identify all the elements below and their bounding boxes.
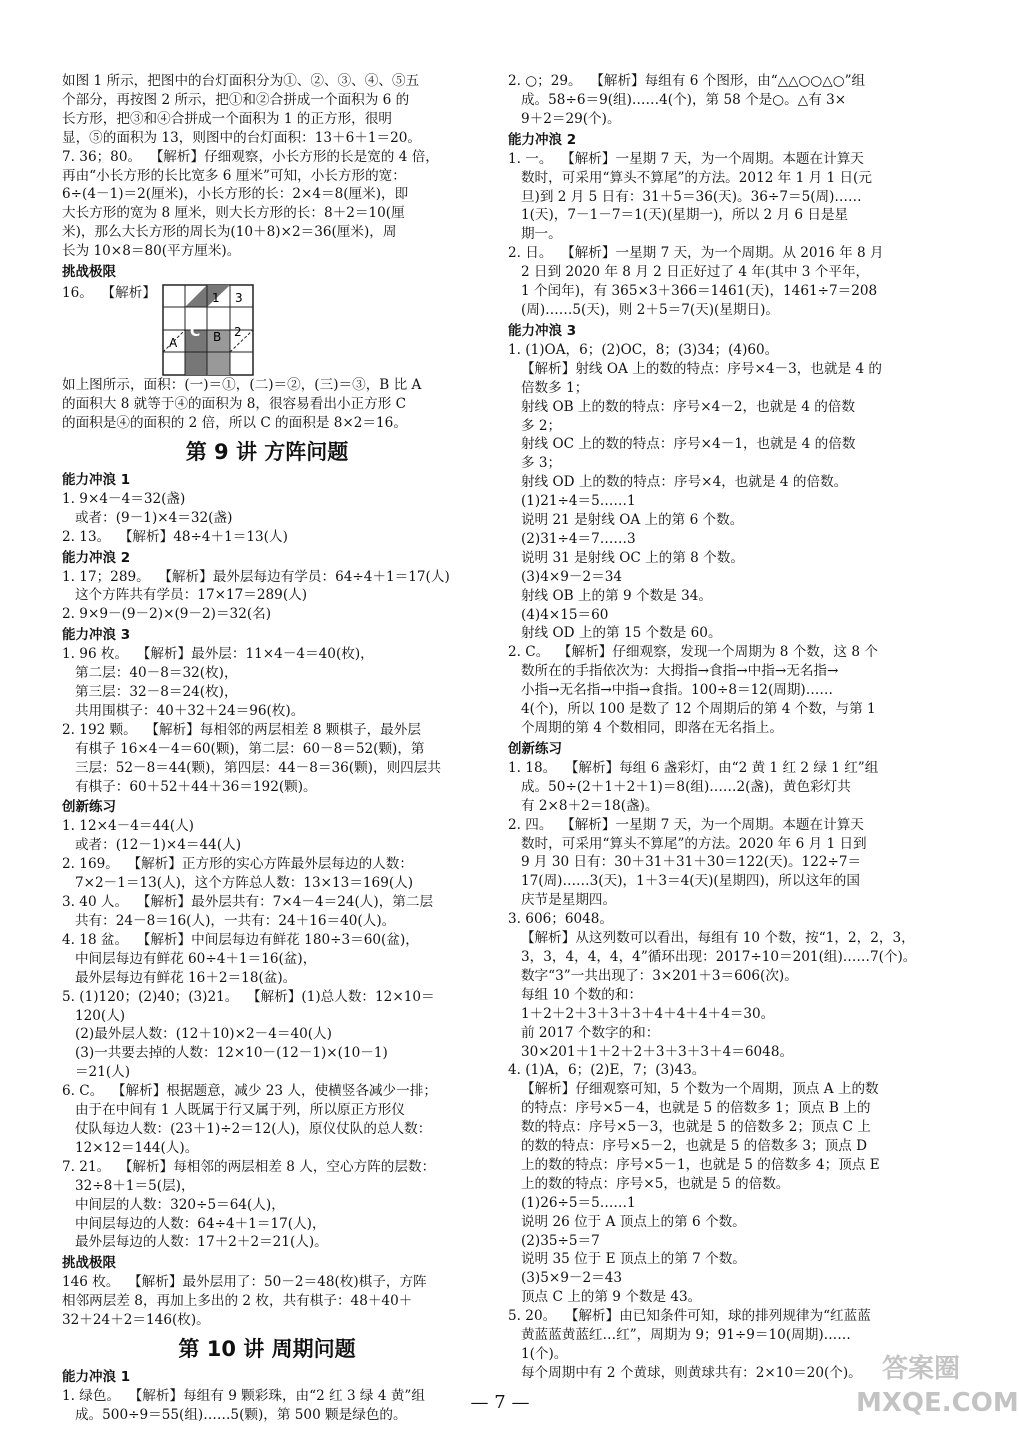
text-line: 第二层：40－8＝32(枚)， [62, 665, 238, 682]
text-line: 顶点 C 上的第 9 个数是 43。 [508, 1289, 702, 1306]
text-line: 数时，可采用“算头不算尾”的方法。2012 年 1 月 1 日(元 [508, 169, 872, 186]
text-line: 如图 1 所示，把图中的台灯面积分为①、②、③、④、⑤五 [62, 73, 420, 89]
text-line: 第三层：32－8＝24(枚)， [62, 684, 238, 701]
text-line: 3，3，4，4，4，4”循环出现：2017÷10＝201(组)……7(个)。 [508, 948, 917, 965]
text-line: 有 2×8＋2＝18(盏)。 [508, 797, 659, 814]
text-line: (3)一共要去掉的人数：12×10－(12－1)×(10－1) [62, 1045, 388, 1062]
text-line: 的特点：序号×5－4，也就是 5 的倍数多 1；顶点 B 上的 [508, 1100, 871, 1117]
text-line: (1)26÷5＝5……1 [508, 1194, 636, 1211]
text-line: 米)，那么大长方形的周长为(10＋8)×2＝36(厘米)，周 [62, 224, 397, 241]
figure-label: 3 [234, 291, 243, 306]
text-line: 4(个)，所以 100 是数了 12 个周期后的第 4 个数，与第 1 [508, 701, 876, 718]
answer-line: 7. 36；80。 【解析】仔细观察，小长方形的长是宽的 4 倍， [62, 148, 439, 165]
text-line: 1(个)。 [508, 1346, 568, 1362]
text-line: 数的特点：序号×5－3，也就是 5 的倍数多 2；顶点 C 上 [508, 1119, 871, 1136]
figure-row [62, 284, 472, 376]
text-line: 射线 OD 上的数的特点：序号×4，也就是 4 的倍数。 [508, 474, 848, 491]
text-line: 120(人) [62, 1007, 126, 1024]
text-line: 再由“小长方形的长比宽多 6 厘米”可知，小长方形的宽： [62, 167, 406, 184]
text-line: 最外层每边的人数：17＋2＋2＝21(人)。 [62, 1234, 328, 1251]
text-line: 1 个闰年)，有 365×3＋366＝1461(天)，1461÷7＝208 [508, 283, 878, 300]
answer-line: 1. 绿色。 【解析】每组有 9 颗彩珠，由“2 红 3 绿 4 黄”组 [62, 1388, 425, 1405]
figure-label: C [189, 324, 201, 341]
text-line: 说明 35 位于 E 顶点上的第 7 个数。 [508, 1251, 746, 1268]
text-line: 或者：(9－1)×4＝32(盏) [62, 509, 233, 526]
answer-line: 2. 192 颗。 【解析】每相邻的两层相差 8 颗棋子，最外层 [62, 721, 421, 738]
text-line: 长方形，把③和④合拼成一个面积为 1 的正方形，很明 [62, 110, 392, 127]
section-heading: 能力冲浪 1 [62, 471, 131, 488]
section-heading: 能力冲浪 1 [62, 1369, 131, 1386]
left-column [62, 72, 472, 1425]
lecture-title: 第 9 讲 方阵问题 [185, 439, 349, 464]
section-heading: 创新练习 [508, 740, 562, 757]
text-line: (周)……5(天)，则 2＋5＝7(天)(星期日)。 [508, 301, 780, 318]
answer-line: 2. 9×9－(9－2)×(9－2)＝32(名) [62, 606, 272, 623]
text-line: 仗队每边人数：(23＋1)÷2＝12(人)，原仪仗队的总人数： [62, 1120, 432, 1137]
lamp-figure [162, 284, 254, 376]
figure-label: 2 [233, 325, 242, 340]
text-line: 成。500÷9＝55(组)……5(颗)，第 500 颗是绿色的。 [62, 1406, 407, 1423]
answer-line: 2. 13。 【解析】48÷4＋1＝13(人) [62, 528, 288, 545]
text-line: 中间层每边的人数：64÷4＋1＝17(人)， [62, 1215, 326, 1232]
text-line: 个部分，再按图 2 所示，把①和②合拼成一个面积为 6 的 [62, 91, 410, 108]
text-line: 或者：(12－1)×4＝44(人) [62, 837, 242, 854]
text-line: 7×2－1＝13(人)，这个方阵总人数：13×13＝169(人) [62, 875, 414, 892]
text-line: 有棋子 16×4－4＝60(颗)，第二层：60－8＝52(颗)，第 [62, 740, 425, 757]
section-heading: 能力冲浪 2 [62, 549, 131, 566]
lecture-title: 第 10 讲 周期问题 [178, 1337, 356, 1362]
text-line: 最外层每边有鲜花 16＋2＝18(盆)。 [62, 969, 297, 986]
answer-line: 2. ○；29。 【解析】每组有 6 个图形，由“△△○○△○”组 [508, 73, 866, 89]
text-line: 射线 OB 上的数的特点：序号×4－2，也就是 4 的倍数 [508, 398, 855, 415]
answer-line: 3. 40 人。 【解析】最外层共有：7×4－4＝24(人)，第二层 [62, 894, 434, 911]
text-line: 的数的特点：序号×5－2，也就是 5 的倍数多 3；顶点 D [508, 1138, 868, 1155]
text-line: 倍数多 1； [508, 379, 589, 396]
text-line: 上的数的特点：序号×5，也就是 5 的倍数。 [508, 1175, 790, 1192]
answer-line: 2. C。 【解析】仔细观察，发现一个周期为 8 个数，这 8 个 [508, 644, 878, 661]
answer-line: 2. 日。 【解析】一星期 7 天，为一个周期。从 2016 年 8 月 [508, 245, 884, 262]
text-line: 的面积大 8 就等于④的面积为 8，很容易看出小正方形 C [62, 395, 407, 412]
text-line: 32÷8＋1＝5(层)， [62, 1177, 195, 1194]
text-line: 多 2； [508, 417, 562, 434]
text-line: 前 2017 个数字的和： [508, 1024, 660, 1041]
figure-label: 1 [211, 291, 220, 306]
answer-line: 1. 一。 【解析】一星期 7 天，为一个周期。本题在计算天 [508, 150, 864, 167]
text-line: 【解析】仔细观察可知，5 个数为一个周期，顶点 A 上的数 [508, 1081, 879, 1098]
answer-line: 4. (1)A，6；(2)E，7；(3)43。 [508, 1062, 706, 1079]
text-line: 上的数的特点：序号×5－1，也就是 5 的倍数多 4；顶点 E [508, 1156, 880, 1173]
answer-line: 146 枚。 【解析】最外层用了：50－2＝48(枚)棋子，方阵 [62, 1274, 427, 1291]
text-line: (4)4×15＝60 [508, 606, 609, 623]
section-heading: 能力冲浪 3 [508, 322, 577, 339]
right-column [508, 72, 926, 1383]
text-line: 多 3； [508, 455, 562, 472]
text-line: 6÷(4－1)＝2(厘米)，小长方形的长：2×4＝8(厘米)，即 [62, 186, 409, 203]
text-line: 1(天)，7－1－7＝1(天)(星期一)，所以 2 月 6 日是星 [508, 207, 849, 224]
text-line: 32＋24＋2＝146(枚)。 [62, 1312, 210, 1329]
figure-label: A [168, 336, 178, 351]
text-line: 每个周期中有 2 个黄球，则黄球共有：2×10＝20(个)。 [508, 1364, 862, 1381]
page-number: — 7 — [470, 1392, 530, 1413]
text-line: 的面积是④的面积的 2 倍，所以 C 的面积是 8×2＝16。 [62, 414, 407, 431]
text-line: 成。58÷6＝9(组)……4(个)，第 58 个是○。△有 3× [508, 91, 847, 108]
answer-line: 3. 606；6048。 [508, 911, 614, 928]
text-line: 中间层的人数：320÷5＝64(人)， [62, 1196, 285, 1213]
answer-line: 16。 【解析】 [62, 285, 156, 302]
text-line: 射线 OC 上的数的特点：序号×4－1，也就是 4 的倍数 [508, 436, 856, 453]
text-line: 共用围棋子：40＋32＋24＝96(枚)。 [62, 702, 305, 719]
text-line: 旦)到 2 月 5 日有：31＋5＝36(天)。36÷7＝5(周)…… [508, 188, 862, 205]
answer-line: 2. 169。 【解析】正方形的实心方阵最外层每边的人数： [62, 856, 413, 873]
text-line: 说明 26 位于 A 顶点上的第 6 个数。 [508, 1213, 746, 1230]
watermark-logo: 答案圈 MXQE.COM [856, 1354, 1019, 1418]
text-line: 个周期的第 4 个数相同，即落在无名指上。 [508, 720, 783, 736]
answer-line: 1. 96 枚。 【解析】最外层：11×4－4＝40(枚)， [62, 646, 374, 663]
text-line: 射线 OD 上的第 15 个数是 60。 [508, 625, 722, 642]
answer-line: 1. 17；289。 【解析】最外层每边有学员：64÷4＋1＝17(人) [62, 568, 450, 585]
text-line: 大长方形的宽为 8 厘米，则大长方形的长：8＋2＝10(厘 [62, 205, 405, 222]
text-line: 数所在的手指依次为：大拇指→食指→中指→无名指→ [508, 663, 839, 680]
section-heading: 创新练习 [62, 799, 116, 816]
answer-line: 5. 20。 【解析】由已知条件可知，球的排列规律为“红蓝蓝 [508, 1308, 871, 1325]
text-line: (3)4×9－2＝34 [508, 568, 623, 585]
text-line: 9 月 30 日有：30＋31＋31＋30＝122(天)。122÷7＝ [508, 854, 862, 871]
answer-line: 7. 21。 【解析】每相邻的两层相差 8 人，空心方阵的层数： [62, 1158, 436, 1175]
text-line: 三层：52－8＝44(颗)，第四层：44－8＝36(颗)，则四层共 [62, 759, 441, 776]
text-line: 期一。 [508, 226, 562, 243]
text-line: 有棋子：60＋52＋44＋36＝192(颗)。 [62, 778, 317, 795]
text-line: 共有：24－8＝16(人)，一共有：24＋16＝40(人)。 [62, 913, 396, 929]
text-line: (2)最外层人数：(12＋10)×2－4＝40(人) [62, 1026, 332, 1043]
text-line: 长为 10×8＝80(平方厘米)。 [62, 243, 241, 260]
text-line: 由于在中间有 1 人既属于行又属于列，所以原正方形仪 [62, 1102, 405, 1119]
answer-line: 1. (1)OA，6；(2)OC，8；(3)34；(4)60。 [508, 341, 779, 358]
answer-line: 2. 四。 【解析】一星期 7 天，为一个周期。本题在计算天 [508, 816, 864, 833]
text-line: 30×201＋1＋2＋2＋3＋3＋3＋4＝6048。 [508, 1043, 794, 1060]
text-line: 1＋2＋2＋3＋3＋3＋4＋4＋4＋4＝30。 [508, 1005, 775, 1022]
text-line: (3)5×9－2＝43 [508, 1270, 623, 1287]
text-line: 12×12＝144(人)。 [62, 1139, 199, 1156]
text-line: ＝21(人) [62, 1064, 131, 1081]
text-line: 如上图所示，面积：(一)＝①，(二)＝②，(三)＝③，B 比 A [62, 377, 422, 394]
text-line: 射线 OB 上的第 9 个数是 34。 [508, 587, 712, 604]
text-line: 【解析】从这列数可以看出，每组有 10 个数，按“1，2，2，3， [508, 930, 915, 947]
answer-line: 1. 9×4－4＝32(盏) [62, 490, 186, 507]
section-heading: 挑战极限 [62, 264, 116, 281]
answer-line: 1. 12×4－4＝44(人) [62, 818, 194, 835]
text-line: 数字“3”一共出现了：3×201＋3＝606(次)。 [508, 967, 798, 984]
text-line: 显，⑤的面积为 13，则图中的台灯面积：13＋6＋1＝20。 [62, 129, 421, 146]
text-line: 9＋2＝29(个)。 [508, 110, 621, 127]
section-heading: 挑战极限 [62, 1255, 116, 1272]
text-line: 17(周)……3(天)，1＋3＝4(天)(星期四)，所以这年的国 [508, 873, 860, 890]
text-line: 黄蓝蓝黄蓝红…红”，周期为 9；91÷9＝10(周期)…… [508, 1327, 851, 1344]
text-line: 相邻两层差 8，再加上多出的 2 枚，共有棋子：48＋40＋ [62, 1293, 413, 1310]
text-line: (1)21÷4＝5……1 [508, 493, 636, 510]
text-line: 数时，可采用“算头不算尾”的方法。2020 年 6 月 1 日到 [508, 835, 867, 852]
text-line: 小指→无名指→中指→食指。100÷8＝12(周期)…… [508, 682, 833, 699]
text-line: 说明 21 是射线 OA 上的第 6 个数。 [508, 512, 744, 529]
text-line: (2)35÷5＝7 [508, 1232, 600, 1249]
text-line: 【解析】射线 OA 上的数的特点：序号×4－3，也就是 4 的 [508, 360, 883, 377]
text-line: 中间层每边有鲜花 60÷4＋1＝16(盆)， [62, 950, 317, 967]
text-line: 庆节是星期四。 [508, 892, 617, 909]
answer-line: 6. C。 【解析】根据题意，减少 23 人，使横竖各减少一排； [62, 1083, 437, 1100]
answer-line: 5. (1)120；(2)40；(3)21。 【解析】(1)总人数：12×10＝ [62, 988, 435, 1005]
section-heading: 能力冲浪 3 [62, 627, 131, 644]
text-line: 成。50÷(2＋1＋2＋1)＝8(组)……2(盏)，黄色彩灯共 [508, 778, 851, 795]
answer-line: 1. 18。 【解析】每组 6 盏彩灯，由“2 黄 1 红 2 绿 1 红”组 [508, 759, 879, 776]
answer-line: 4. 18 盆。 【解析】中间层每边有鲜花 180÷3＝60(盆)， [62, 931, 419, 948]
figure-label: B [212, 330, 222, 345]
text-line: 2 日到 2020 年 8 月 2 日正好过了 4 年(其中 3 个平年， [508, 264, 870, 281]
text-line: (2)31÷4＝7……3 [508, 530, 636, 547]
text-line: 说明 31 是射线 OC 上的第 8 个数。 [508, 549, 744, 566]
section-heading: 能力冲浪 2 [508, 131, 577, 148]
text-line: 这个方阵共有学员：17×17＝289(人) [62, 587, 308, 604]
text-line: 每组 10 个数的和： [508, 986, 643, 1003]
